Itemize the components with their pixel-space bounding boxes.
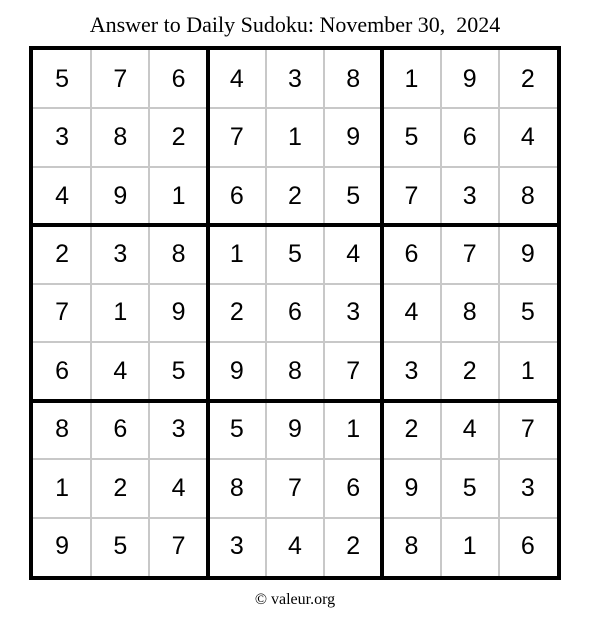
cell-divider-vertical [265,50,267,576]
cell-divider-vertical [440,50,442,576]
cell-divider-horizontal [33,107,557,109]
sudoku-cell: 3 [149,401,207,459]
sudoku-cell: 3 [266,50,324,108]
sudoku-cell: 5 [208,401,266,459]
sudoku-cell: 2 [149,108,207,166]
box-divider-vertical [380,50,384,576]
sudoku-cell: 7 [149,518,207,576]
sudoku-cell: 7 [324,342,382,400]
sudoku-cell: 7 [441,225,499,283]
sudoku-cell: 7 [33,284,91,342]
sudoku-cell: 6 [208,167,266,225]
cell-divider-vertical [148,50,150,576]
sudoku-cell: 7 [266,459,324,517]
sudoku-cell: 3 [324,284,382,342]
sudoku-cell: 1 [441,518,499,576]
box-divider-horizontal [33,399,557,403]
sudoku-cell: 4 [149,459,207,517]
sudoku-cell: 5 [33,50,91,108]
sudoku-cell: 8 [149,225,207,283]
sudoku-cell: 9 [266,401,324,459]
sudoku-cell: 4 [441,401,499,459]
sudoku-cell: 6 [382,225,440,283]
sudoku-cell: 4 [499,108,557,166]
cell-divider-horizontal [33,283,557,285]
sudoku-cell: 3 [382,342,440,400]
sudoku-cell: 3 [33,108,91,166]
sudoku-cell: 3 [208,518,266,576]
sudoku-cell: 9 [149,284,207,342]
sudoku-cell: 6 [499,518,557,576]
sudoku-cell: 9 [499,225,557,283]
sudoku-cell: 4 [208,50,266,108]
sudoku-cell: 9 [441,50,499,108]
sudoku-board [29,46,561,580]
sudoku-cell: 5 [266,225,324,283]
sudoku-cell: 1 [499,342,557,400]
sudoku-cell: 5 [382,108,440,166]
box-divider-vertical [206,50,210,576]
sudoku-cell: 5 [441,459,499,517]
sudoku-cell: 9 [33,518,91,576]
sudoku-cell: 8 [91,108,149,166]
sudoku-cell: 6 [91,401,149,459]
sudoku-cell: 8 [382,518,440,576]
sudoku-cell: 9 [324,108,382,166]
sudoku-cell: 8 [499,167,557,225]
cell-divider-vertical [90,50,92,576]
cell-divider-horizontal [33,341,557,343]
sudoku-cell: 2 [208,284,266,342]
sudoku-cell: 2 [33,225,91,283]
sudoku-cell: 2 [91,459,149,517]
cell-divider-horizontal [33,166,557,168]
sudoku-cell: 6 [441,108,499,166]
sudoku-cell: 4 [324,225,382,283]
sudoku-cell: 4 [382,284,440,342]
sudoku-cell: 7 [382,167,440,225]
sudoku-cell: 3 [91,225,149,283]
sudoku-cell: 9 [382,459,440,517]
cell-divider-vertical [498,50,500,576]
sudoku-cell: 3 [499,459,557,517]
sudoku-cell: 1 [149,167,207,225]
sudoku-cell: 8 [324,50,382,108]
sudoku-cell: 8 [33,401,91,459]
cell-divider-horizontal [33,458,557,460]
sudoku-cell: 1 [382,50,440,108]
sudoku-cell: 8 [266,342,324,400]
sudoku-cell: 2 [499,50,557,108]
sudoku-cell: 6 [149,50,207,108]
sudoku-cell: 6 [324,459,382,517]
sudoku-cell: 6 [266,284,324,342]
sudoku-cell: 2 [382,401,440,459]
sudoku-cell: 9 [91,167,149,225]
cell-divider-vertical [323,50,325,576]
sudoku-cell: 4 [91,342,149,400]
sudoku-cell: 5 [499,284,557,342]
sudoku-cell: 9 [208,342,266,400]
cell-divider-horizontal [33,517,557,519]
sudoku-cell: 7 [499,401,557,459]
sudoku-cell: 4 [266,518,324,576]
sudoku-cell: 2 [441,342,499,400]
sudoku-cell: 3 [441,167,499,225]
sudoku-cell: 2 [266,167,324,225]
sudoku-cell: 1 [33,459,91,517]
copyright-notice: © valeur.org [254,591,336,608]
sudoku-cell: 6 [33,342,91,400]
sudoku-cell: 7 [208,108,266,166]
sudoku-cell: 1 [266,108,324,166]
sudoku-cell: 1 [324,401,382,459]
page-title: Answer to Daily Sudoku: November 30, 2024 [89,12,501,37]
sudoku-cell: 4 [33,167,91,225]
sudoku-cell: 8 [208,459,266,517]
sudoku-cell: 1 [208,225,266,283]
sudoku-cell: 5 [149,342,207,400]
sudoku-cell: 1 [91,284,149,342]
sudoku-cell: 7 [91,50,149,108]
sudoku-cell: 5 [324,167,382,225]
box-divider-horizontal [33,223,557,227]
sudoku-cell: 2 [324,518,382,576]
sudoku-cell: 5 [91,518,149,576]
sudoku-cell: 8 [441,284,499,342]
